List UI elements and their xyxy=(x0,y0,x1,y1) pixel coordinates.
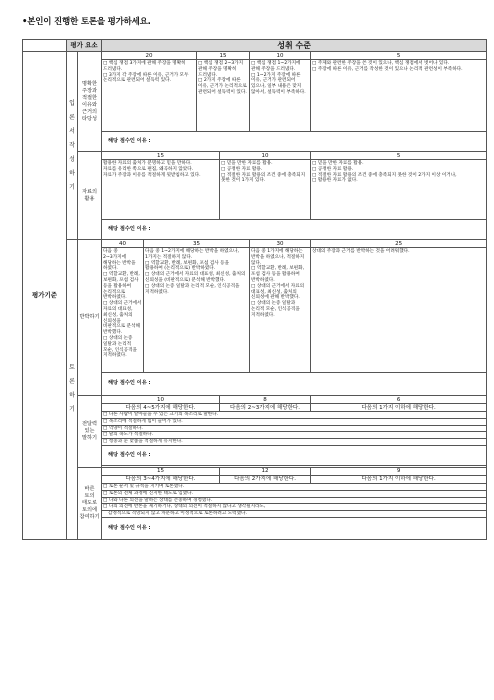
delivery-reason-field[interactable]: 해당 점수인 이유 : xyxy=(102,445,487,465)
source-level-3: □ 믿을 만한 자료를 활용. □ 공정한 자료 활용. □ 적절한 자료 활용의 조건 중에 충족되지 못한 것이 2가지 이상 이거나, □ 활용한 자료가 없다. xyxy=(311,160,487,220)
delivery-score-1: 10 xyxy=(102,396,220,404)
attitude-summary-2: 다음의 2가지에 해당한다. xyxy=(220,475,311,483)
criterion-source: 자료의 활용 xyxy=(78,152,102,240)
criterion-attitude: 바른 토의 태도로 토의에 참여하기 xyxy=(78,467,102,539)
rebuttal-score-4: 25 xyxy=(311,240,487,248)
attitude-item: □ 토론의 전체 과정에 진지한 태도로 임했다. xyxy=(102,490,487,497)
delivery-item: □ 청중과 눈 맞춤을 적절하게 유지한다. xyxy=(102,439,487,446)
delivery-score-2: 8 xyxy=(220,396,311,404)
rebuttal-level-2: 다음 중 1~2가지에 해당하는 반박을 하였으나, 1가지는 적절하지 않다. □ 역할교환, 반례, 보편화, 포섭 검사 등을 활용하여 (논리적으로) 반박하였다. □ 상대의 근거에서 자료의 대표성, 최신성, 출처의 신뢰성을 (비판적으로) 분석해 반박했다. □ 상대의 논증 일탈과 논리적 모순, 인식공격을 지적하였다. xyxy=(144,248,250,373)
rebuttal-level-4: 상대의 주장과 근거를 반박하는 것을 어려워했다. xyxy=(311,248,487,373)
source-level-1: 활용한 자료의 출처가 분명하고 믿을 만하다. 자료를 유리한 쪽으로 편집, 왜곡하지 않았다. 자료가 주장과 이유를 적절하게 뒷받침하고 있다. xyxy=(102,160,220,220)
criterion-rebuttal: 반박하기 xyxy=(78,240,102,396)
claim-level-4: □ 주제와 관련한 주장을 쓴 것이 있으나, 핵심 쟁점에서 벗어나 있다. □ 주장에 따른 이유, 근거를 작성한 것이 있으나 논리적 관련성이 부족하다. xyxy=(311,60,487,132)
delivery-score-3: 6 xyxy=(311,396,487,404)
delivery-summary-2: 다음의 2~3가지에 해당한다. xyxy=(220,404,311,412)
attitude-item: 감정적으로 격앙되지 않고 차분하고 이성적으로 토론하려고 노력했다. xyxy=(102,511,487,518)
attitude-summary-1: 다음의 3~4가지에 해당한다. xyxy=(102,475,220,483)
attitude-score-2: 12 xyxy=(220,467,311,475)
source-score-3: 5 xyxy=(311,152,487,160)
rebuttal-level-3: 다음 중 1가지에 해당하는 반박을 하였으나, 적절하지 않다. □ 역할교환, 반례, 보편화, 포섭 검사 등을 활용하여 반박하였다. □ 상대의 근거에서 자료의 대표성, 최신성, 출처의 신뢰성에 관해 반박했다. □ 상대의 논증 일탈과 논리적 모순, 인식공격을 지적하였다. xyxy=(250,248,311,373)
attitude-item: □ 토론 순서 및 규칙을 지키며 토론했다. xyxy=(102,483,487,490)
delivery-item: □ 억양이 적절하다. xyxy=(102,425,487,432)
header-blank xyxy=(23,40,67,52)
instruction-heading: •본인이 진행한 토론을 평가하세요. xyxy=(22,17,151,27)
claim-score-4: 5 xyxy=(311,52,487,60)
section-debate-label: 토 론 하 기 xyxy=(67,240,78,540)
section-written-label: 입 론 서 작 성 하 기 xyxy=(67,52,78,240)
header-factor: 평가 요소 xyxy=(67,40,102,52)
delivery-summary-3: 다음의 1가지 이하에 해당한다. xyxy=(311,404,487,412)
header-level: 성취 수준 xyxy=(102,40,487,52)
delivery-summary-1: 다음의 4~5가지에 해당한다. xyxy=(102,404,220,412)
claim-score-3: 10 xyxy=(250,52,311,60)
claim-level-2: □ 핵심 쟁점 2~3가지 관해 주장을 명확히 드러냈다. □ 2가지 주장에 따른 이유, 근거가 논리적으로 관련되어 설득력이 있다. xyxy=(197,60,250,132)
rebuttal-score-1: 40 xyxy=(102,240,144,248)
attitude-score-3: 9 xyxy=(311,467,487,475)
claim-level-3: □ 핵심 쟁점 1~2가지에 관해 주장을 드러냈다. □ 1~2가지 주장에 따른 이유, 근거가 관련되어 있으나, 일부 내용은 맞지 않아서, 설득력이 부족하다. xyxy=(250,60,311,132)
attitude-summary-3: 다음의 1가지 이하에 해당한다. xyxy=(311,475,487,483)
source-score-2: 10 xyxy=(220,152,311,160)
source-score-1: 15 xyxy=(102,152,220,160)
attitude-item: □ 나의 의견에 반론을 제기하거나, 상대의 의견이 적절하지 않다고 생각될지라도, xyxy=(102,504,487,511)
claim-level-1: □ 핵심 쟁점 3가지에 관해 주장을 명확히 드러냈다. □ 3가지 각 주장에 따른 이유, 근거가 모두 논리적으로 관련되어 설득력 있다. xyxy=(102,60,197,132)
evaluation-rubric-table xyxy=(22,39,487,540)
attitude-reason-field[interactable]: 해당 점수인 이유 : xyxy=(102,517,487,539)
source-level-2: □ 믿을 만한 자료를 활용. □ 공정한 자료 활용. □ 적절한 자료 활용의 조건 중에 충족되지 못한 것이 1가지 있다. xyxy=(220,160,311,220)
claim-reason-field[interactable]: 해당 점수인 이유 : xyxy=(102,132,487,152)
main-label: 평가기준 xyxy=(23,52,67,540)
delivery-item: □ 말의 속도가 적절하다. xyxy=(102,432,487,439)
attitude-score-1: 15 xyxy=(102,467,220,475)
claim-score-2: 15 xyxy=(197,52,250,60)
delivery-item: □ 목소리에 적절하게 힘이 들어가 있다. xyxy=(102,418,487,425)
delivery-item: □ 다른 사람이 알아들을 수 있는 크기의 목소리로 말한다. xyxy=(102,412,487,419)
source-reason-field[interactable]: 해당 점수인 이유 : xyxy=(102,220,487,240)
rebuttal-score-3: 30 xyxy=(250,240,311,248)
attitude-item: □ 나와 다른 의견을 말하는 상대를 존중하며 경청했다. xyxy=(102,497,487,504)
rebuttal-reason-field[interactable]: 해당 점수인 이유 : xyxy=(102,373,487,396)
criterion-delivery: 전달력 있는 말하기 xyxy=(78,396,102,468)
criterion-claim: 명확한 주장과 적절한 이유와 근거의 타당성 xyxy=(78,52,102,152)
rebuttal-level-1: 다음 중 2~3가지에 해당하는 반박을 하였다. □ 역할교환, 반례, 보편화, 포섭 검사 등을 활용하여 논리적으로 반박하였다. □ 상대의 근거에서 자료의 대표성, 최신성, 출처의 신뢰성을 비판적으로 분석해 반박했다. □ 상대의 논증 일탈과 논리적 모순, 인식공격을 지적하였다. xyxy=(102,248,144,373)
rebuttal-score-2: 35 xyxy=(144,240,250,248)
claim-score-1: 20 xyxy=(102,52,197,60)
